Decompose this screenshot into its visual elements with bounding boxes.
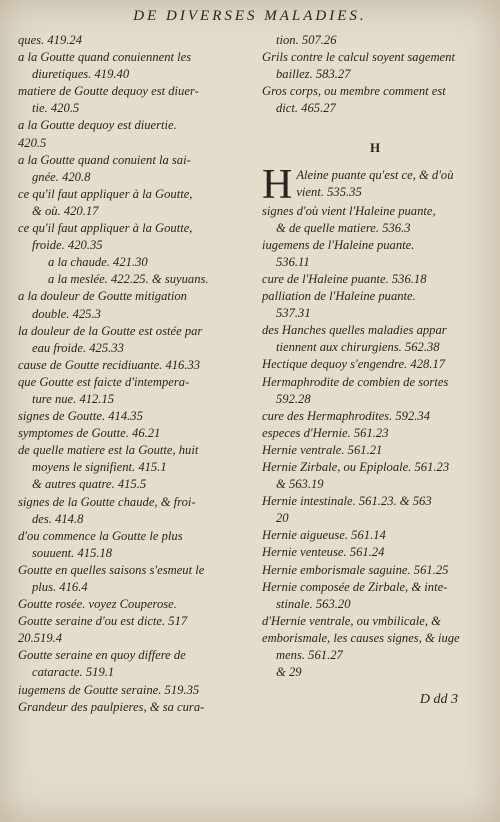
index-entry: & où. 420.17 (32, 203, 99, 218)
index-entry: a la chaude. 421.30 (48, 255, 148, 270)
index-entry: iugemens de l'Haleine puante. (262, 237, 415, 252)
index-entry: des Hanches quelles maladies appar (262, 323, 447, 338)
index-entry: ture nue. 412.15 (32, 391, 115, 406)
index-entry: matiere de Goutte dequoy est diuer- (18, 84, 199, 99)
index-entry: 420.5 (18, 135, 47, 150)
running-header: DE DIVERSES MALADIES. (133, 8, 367, 24)
index-entry: cure de l'Haleine puante. 536.18 (262, 271, 427, 286)
index-entry: Goutte rosée. voyez Couperose. (18, 597, 177, 612)
index-entry: Goutte seraine d'ou est dicte. 517 (18, 614, 188, 629)
index-entry: des. 414.8 (32, 511, 84, 526)
index-entry: palliation de l'Haleine puante. (262, 289, 416, 304)
index-entry: vient. 535.35 (296, 184, 362, 199)
signature-mark: D dd 3 (419, 692, 458, 708)
index-entry: & de quelle matiere. 536.3 (276, 220, 411, 235)
index-entry: Hernie venteuse. 561.24 (262, 545, 385, 560)
index-entry: souuent. 415.18 (32, 545, 113, 560)
index-entry: cause de Goutte recidiuante. 416.33 (18, 357, 201, 372)
index-entry: Hernie aigueuse. 561.14 (262, 528, 386, 543)
index-entry: la douleur de la Goutte est ostée par (18, 323, 203, 338)
index-entry: gnée. 420.8 (32, 169, 91, 184)
index-entry: Grils contre le calcul soyent sagement (262, 50, 455, 65)
index-entry: baillez. 583.27 (276, 67, 351, 82)
index-entry: especes d'Hernie. 561.23 (262, 425, 389, 440)
index-entry: ce qu'il faut appliquer à la Goutte, (18, 186, 193, 201)
index-entry: de quelle matiere est la Goutte, huit (18, 443, 199, 458)
index-entry: tie. 420.5 (32, 101, 80, 116)
index-entry: moyens le signifient. 415.1 (32, 460, 167, 475)
index-entry: 592.28 (276, 391, 311, 406)
index-entry: tiennent aux chirurgiens. 562.38 (276, 340, 440, 355)
index-entry: diuretiques. 419.40 (32, 67, 130, 82)
index-entry: signes de Goutte. 414.35 (18, 409, 143, 424)
index-entry: Hectique dequoy s'engendre. 428.17 (262, 357, 446, 372)
index-entry: 20.519.4 (18, 631, 63, 646)
index-entry: tion. 507.26 (276, 33, 337, 47)
index-entry: Goutte seraine en quoy differe de (18, 648, 186, 663)
index-entry: signes d'où vient l'Haleine puante, (262, 203, 436, 218)
index-entry: a la meslée. 422.25. & suyuans. (48, 272, 209, 287)
section-letter: H (369, 140, 381, 156)
index-entry: signes de la Goutte chaude, & froi- (18, 494, 196, 509)
index-entry: d'Hernie ventrale, ou vmbilicale, & (262, 613, 441, 628)
index-entry: ce qu'il faut appliquer à la Goutte, (18, 221, 193, 236)
index-column-left (18, 32, 250, 716)
index-entry: cataracte. 519.1 (32, 665, 115, 680)
index-entry: double. 425.3 (32, 306, 101, 321)
index-entry: 20 (276, 511, 289, 526)
index-entry: & autres quatre. 415.5 (32, 477, 147, 492)
index-entry: Grandeur des paulpieres, & sa cura- (18, 699, 205, 714)
index-entry: d'ou commence la Goutte le plus (18, 528, 183, 543)
index-entry: Hernie Zirbale, ou Epiploale. 561.23 (262, 459, 450, 474)
index-entry: stinale. 563.20 (276, 596, 351, 611)
index-entry: a la Goutte quand conuient la sai- (18, 152, 191, 167)
index-entry: & 29 (276, 665, 302, 680)
index-entry: a la douleur de Goutte mitigation (18, 289, 187, 304)
index-entry: Hernie composée de Zirbale, & inte- (262, 579, 448, 594)
index-column-right (262, 32, 488, 708)
index-entry: que Goutte est faicte d'intempera- (18, 374, 190, 389)
index-entry-text: Aleine puante qu'est ce, & d'où (296, 167, 454, 182)
index-entry: 537.31 (276, 306, 311, 321)
index-entry: Hernie emborismale saguine. 561.25 (262, 562, 449, 577)
index-entry: cure des Hermaphrodites. 592.34 (262, 408, 431, 423)
index-entry: Gros corps, ou membre comment est (262, 84, 446, 99)
index-entry: Goutte en quelles saisons s'esmeut le (18, 562, 205, 577)
index-entry: plus. 416.4 (32, 580, 88, 594)
index-entry: froide. 420.35 (32, 238, 103, 253)
index-entry: a la Goutte dequoy est diuertie. (18, 118, 177, 133)
index-entry: Hernie ventrale. 561.21 (262, 442, 383, 457)
index-entry: mens. 561.27 (276, 648, 343, 662)
index-entry: Hermaphrodite de combien de sortes (262, 374, 449, 389)
index-entry: symptomes de Goutte. 46.21 (18, 426, 161, 441)
index-entry: emborismale, les causes signes, & iuge (262, 630, 460, 645)
index-entry: a la Goutte quand conuiennent les (18, 50, 192, 65)
index-entry: eau froide. 425.33 (32, 340, 124, 355)
index-entry: 536.11 (276, 254, 310, 269)
index-entry: iugemens de Goutte seraine. 519.35 (18, 682, 200, 697)
index-entry: dict. 465.27 (276, 101, 336, 116)
index-entry: & 563.19 (276, 477, 324, 492)
index-entry: Hernie intestinale. 561.23. & 563 (262, 494, 432, 509)
index-entry: ques. 419.24 (18, 33, 83, 47)
drop-cap: H (262, 161, 293, 208)
